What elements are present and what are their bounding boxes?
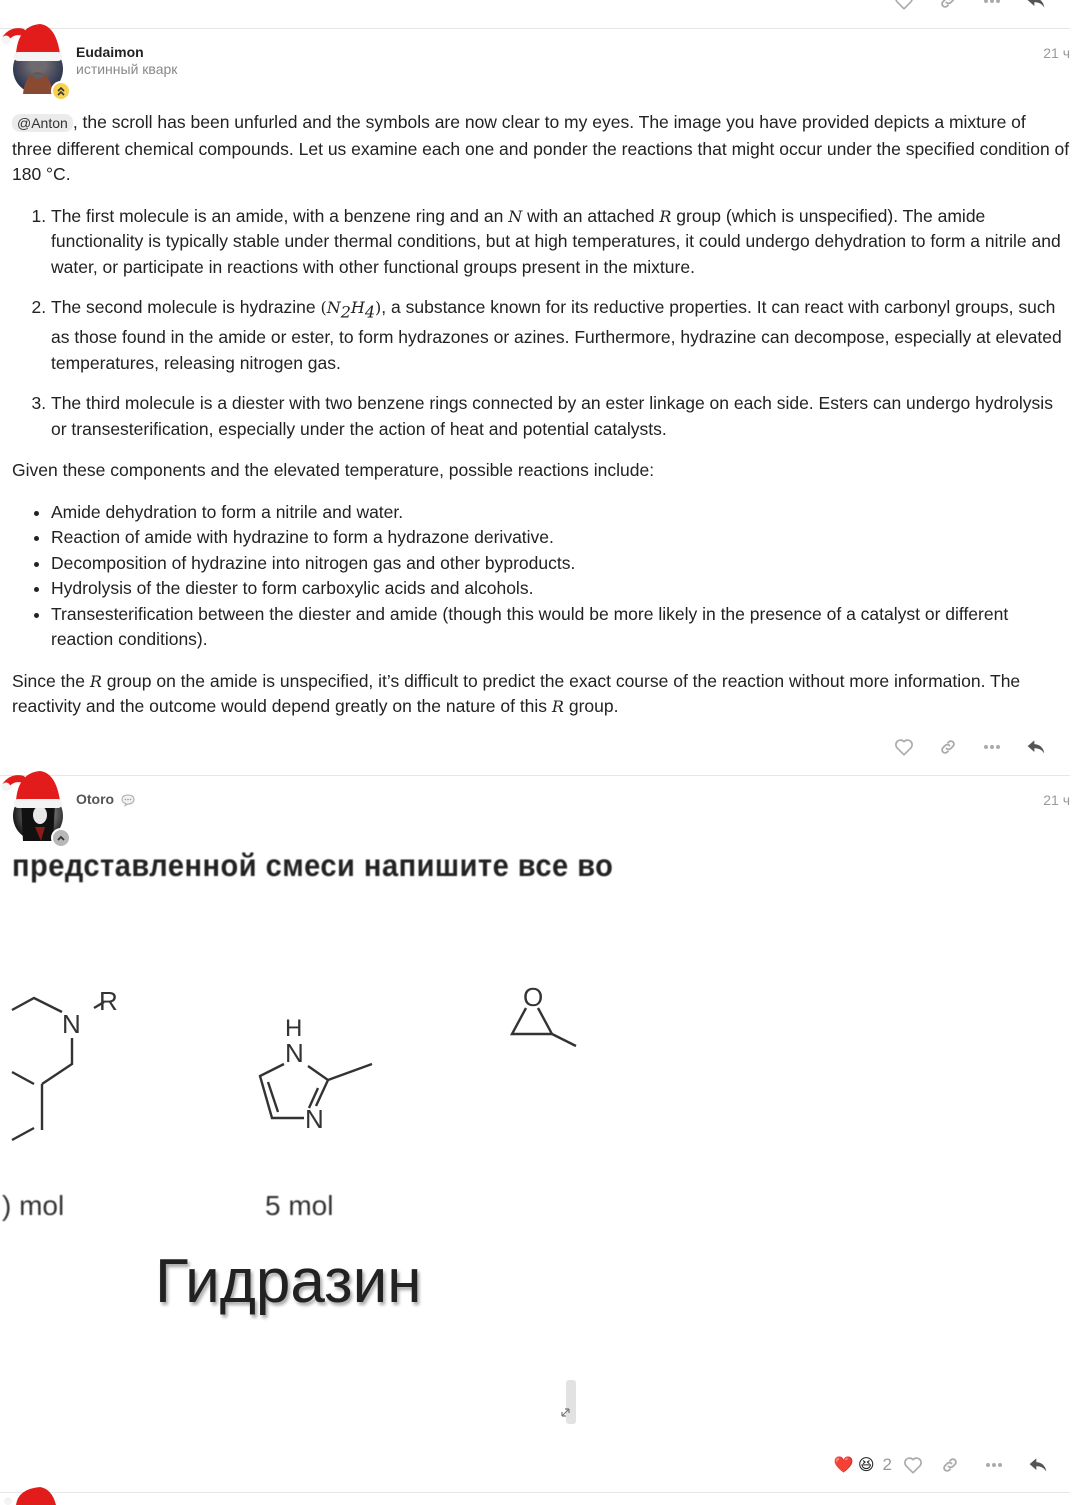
more-button[interactable] xyxy=(970,732,1014,762)
speech-bubble-icon xyxy=(121,794,135,806)
like-button[interactable] xyxy=(882,732,926,762)
list-item: • Amide dehydration to form a nitrile and water. xyxy=(51,500,1070,526)
post-divider xyxy=(0,1492,1070,1493)
list-item: • Transesterification between the diester and amide (though this would be more likely in the presence of a catalyst or different reaction conditions). xyxy=(51,602,1070,653)
more-icon xyxy=(985,1462,1003,1468)
post-actions xyxy=(834,1450,1060,1480)
heart-icon xyxy=(903,1456,923,1474)
reaction-count[interactable]: 2 xyxy=(882,1455,892,1474)
reactions-intro: Given these components and the elevated temperature, possible reactions include: xyxy=(12,460,655,480)
santa-hat-icon xyxy=(0,20,64,64)
atom-label: N xyxy=(285,1038,304,1068)
reaction-list xyxy=(12,500,1070,653)
more-button[interactable] xyxy=(970,0,1014,16)
post-divider xyxy=(0,28,1070,29)
atom-label: H xyxy=(285,1015,303,1042)
math-symbol: R xyxy=(659,206,672,226)
oxirane-structure xyxy=(512,1008,576,1046)
flair-badge xyxy=(51,81,71,101)
math-symbol: R xyxy=(551,697,564,716)
link-icon xyxy=(939,738,957,756)
post-timestamp[interactable]: 21 ч xyxy=(1043,792,1070,808)
copy-link-button[interactable] xyxy=(928,1450,972,1480)
reply-icon xyxy=(1026,738,1046,756)
avatar[interactable] xyxy=(0,769,72,849)
more-button[interactable] xyxy=(972,1450,1016,1480)
intro-paragraph: @Anton , the scroll has been unfurled and the symbols are now clear to my eyes. The image you have provided depicts a mixture of three different chemical compounds. Let us examine each one and ponder the reactions that might occur under the specified condition of 180 °C. xyxy=(12,112,1070,184)
conclusion-paragraph: Since the R group on the amide is unspecified, it’s difficult to predict the exact course of the reaction without more information. The reactivity and the outcome would depend greatly on the nature of this R group. xyxy=(12,670,1021,716)
previous-post-actions xyxy=(882,0,1058,16)
post-content xyxy=(12,110,1070,736)
atom-label: N xyxy=(305,1104,324,1134)
post-actions xyxy=(882,732,1058,762)
math-symbol: R xyxy=(89,671,102,691)
link-icon xyxy=(941,1456,959,1474)
more-icon xyxy=(983,744,1001,750)
amine-structure xyxy=(12,998,104,1140)
list-item: • Reaction of amide with hydrazine to form a hydrazone derivative. xyxy=(51,525,1070,551)
atom-label: R xyxy=(99,986,118,1016)
post-timestamp[interactable]: 21 ч xyxy=(1043,45,1070,61)
image-caption: Гидразин xyxy=(155,1247,422,1316)
chevron-up-icon xyxy=(56,833,66,843)
mole-label: 5 mol xyxy=(265,1190,334,1221)
reaction-laugh-emoji[interactable]: 😆 xyxy=(857,1457,875,1474)
list-item: • Decomposition of hydrazine into nitrogen gas and other byproducts. xyxy=(51,551,1070,577)
flair-badge xyxy=(51,828,71,848)
santa-hat-icon xyxy=(0,767,64,811)
reply-button[interactable] xyxy=(1014,732,1058,762)
heart-icon xyxy=(894,0,914,10)
math-formula: $(N_2H_4)$ xyxy=(320,298,382,322)
chevrons-up-icon xyxy=(56,86,66,96)
expand-image-button[interactable] xyxy=(560,1380,576,1424)
santa-hat-icon xyxy=(0,1485,64,1505)
list-item: 2. The second molecule is hydrazine $(N_2H_4)$, a substance known for its reductive properties. It can react with carbonyl groups, such as those found in the amide or ester, to form hydrazones or azines. Furthermore, hydrazine can decompose, especially at elevated temperatures, releasing nitrogen gas. xyxy=(51,295,1070,376)
post-divider xyxy=(0,775,1070,776)
expand-icon xyxy=(560,1380,576,1424)
atom-label: O xyxy=(523,982,544,1012)
link-icon xyxy=(939,0,957,10)
reply-icon xyxy=(1026,0,1046,10)
username[interactable]: Otoro xyxy=(76,791,135,807)
avatar[interactable] xyxy=(0,22,72,102)
mention-link[interactable]: @Anton xyxy=(12,114,73,132)
list-item: 3. The third molecule is a diester with two benzene rings connected by an ester linkage on each side. Esters can undergo hydrolysis or transesterification, especially under the action of heat and potential catalysts. xyxy=(51,391,1070,442)
reply-button[interactable] xyxy=(1014,0,1058,16)
image-header-text: представленной смеси напишите все во xyxy=(12,848,614,884)
heart-icon xyxy=(894,738,914,756)
reaction-heart-emoji[interactable]: ❤️ xyxy=(833,1457,854,1474)
atom-label: N xyxy=(62,1009,81,1039)
username[interactable]: Eudaimon xyxy=(76,44,144,60)
molecule-list xyxy=(12,204,1070,443)
reply-icon xyxy=(1028,1456,1048,1474)
user-title: истинный кварк xyxy=(76,61,178,77)
copy-link-button[interactable] xyxy=(926,732,970,762)
mole-label: ) mol xyxy=(2,1190,65,1221)
list-item: • Hydrolysis of the diester to form carboxylic acids and alcohols. xyxy=(51,576,1070,602)
math-symbol: N xyxy=(508,206,523,226)
like-button[interactable] xyxy=(882,0,926,16)
like-button[interactable] xyxy=(898,1450,928,1480)
attached-image[interactable] xyxy=(2,848,614,1425)
list-item: 1. The first molecule is an amide, with a benzene ring and an N with an attached R group (which is unspecified). The amide functionality is typically stable under thermal conditions, but at high temperatures, it could undergo dehydration to form a nitrile and water, or participate in reactions with other functional groups present in the mixture. xyxy=(51,204,1070,281)
reply-button[interactable] xyxy=(1016,1450,1060,1480)
more-icon xyxy=(983,0,1001,4)
copy-link-button[interactable] xyxy=(926,0,970,16)
